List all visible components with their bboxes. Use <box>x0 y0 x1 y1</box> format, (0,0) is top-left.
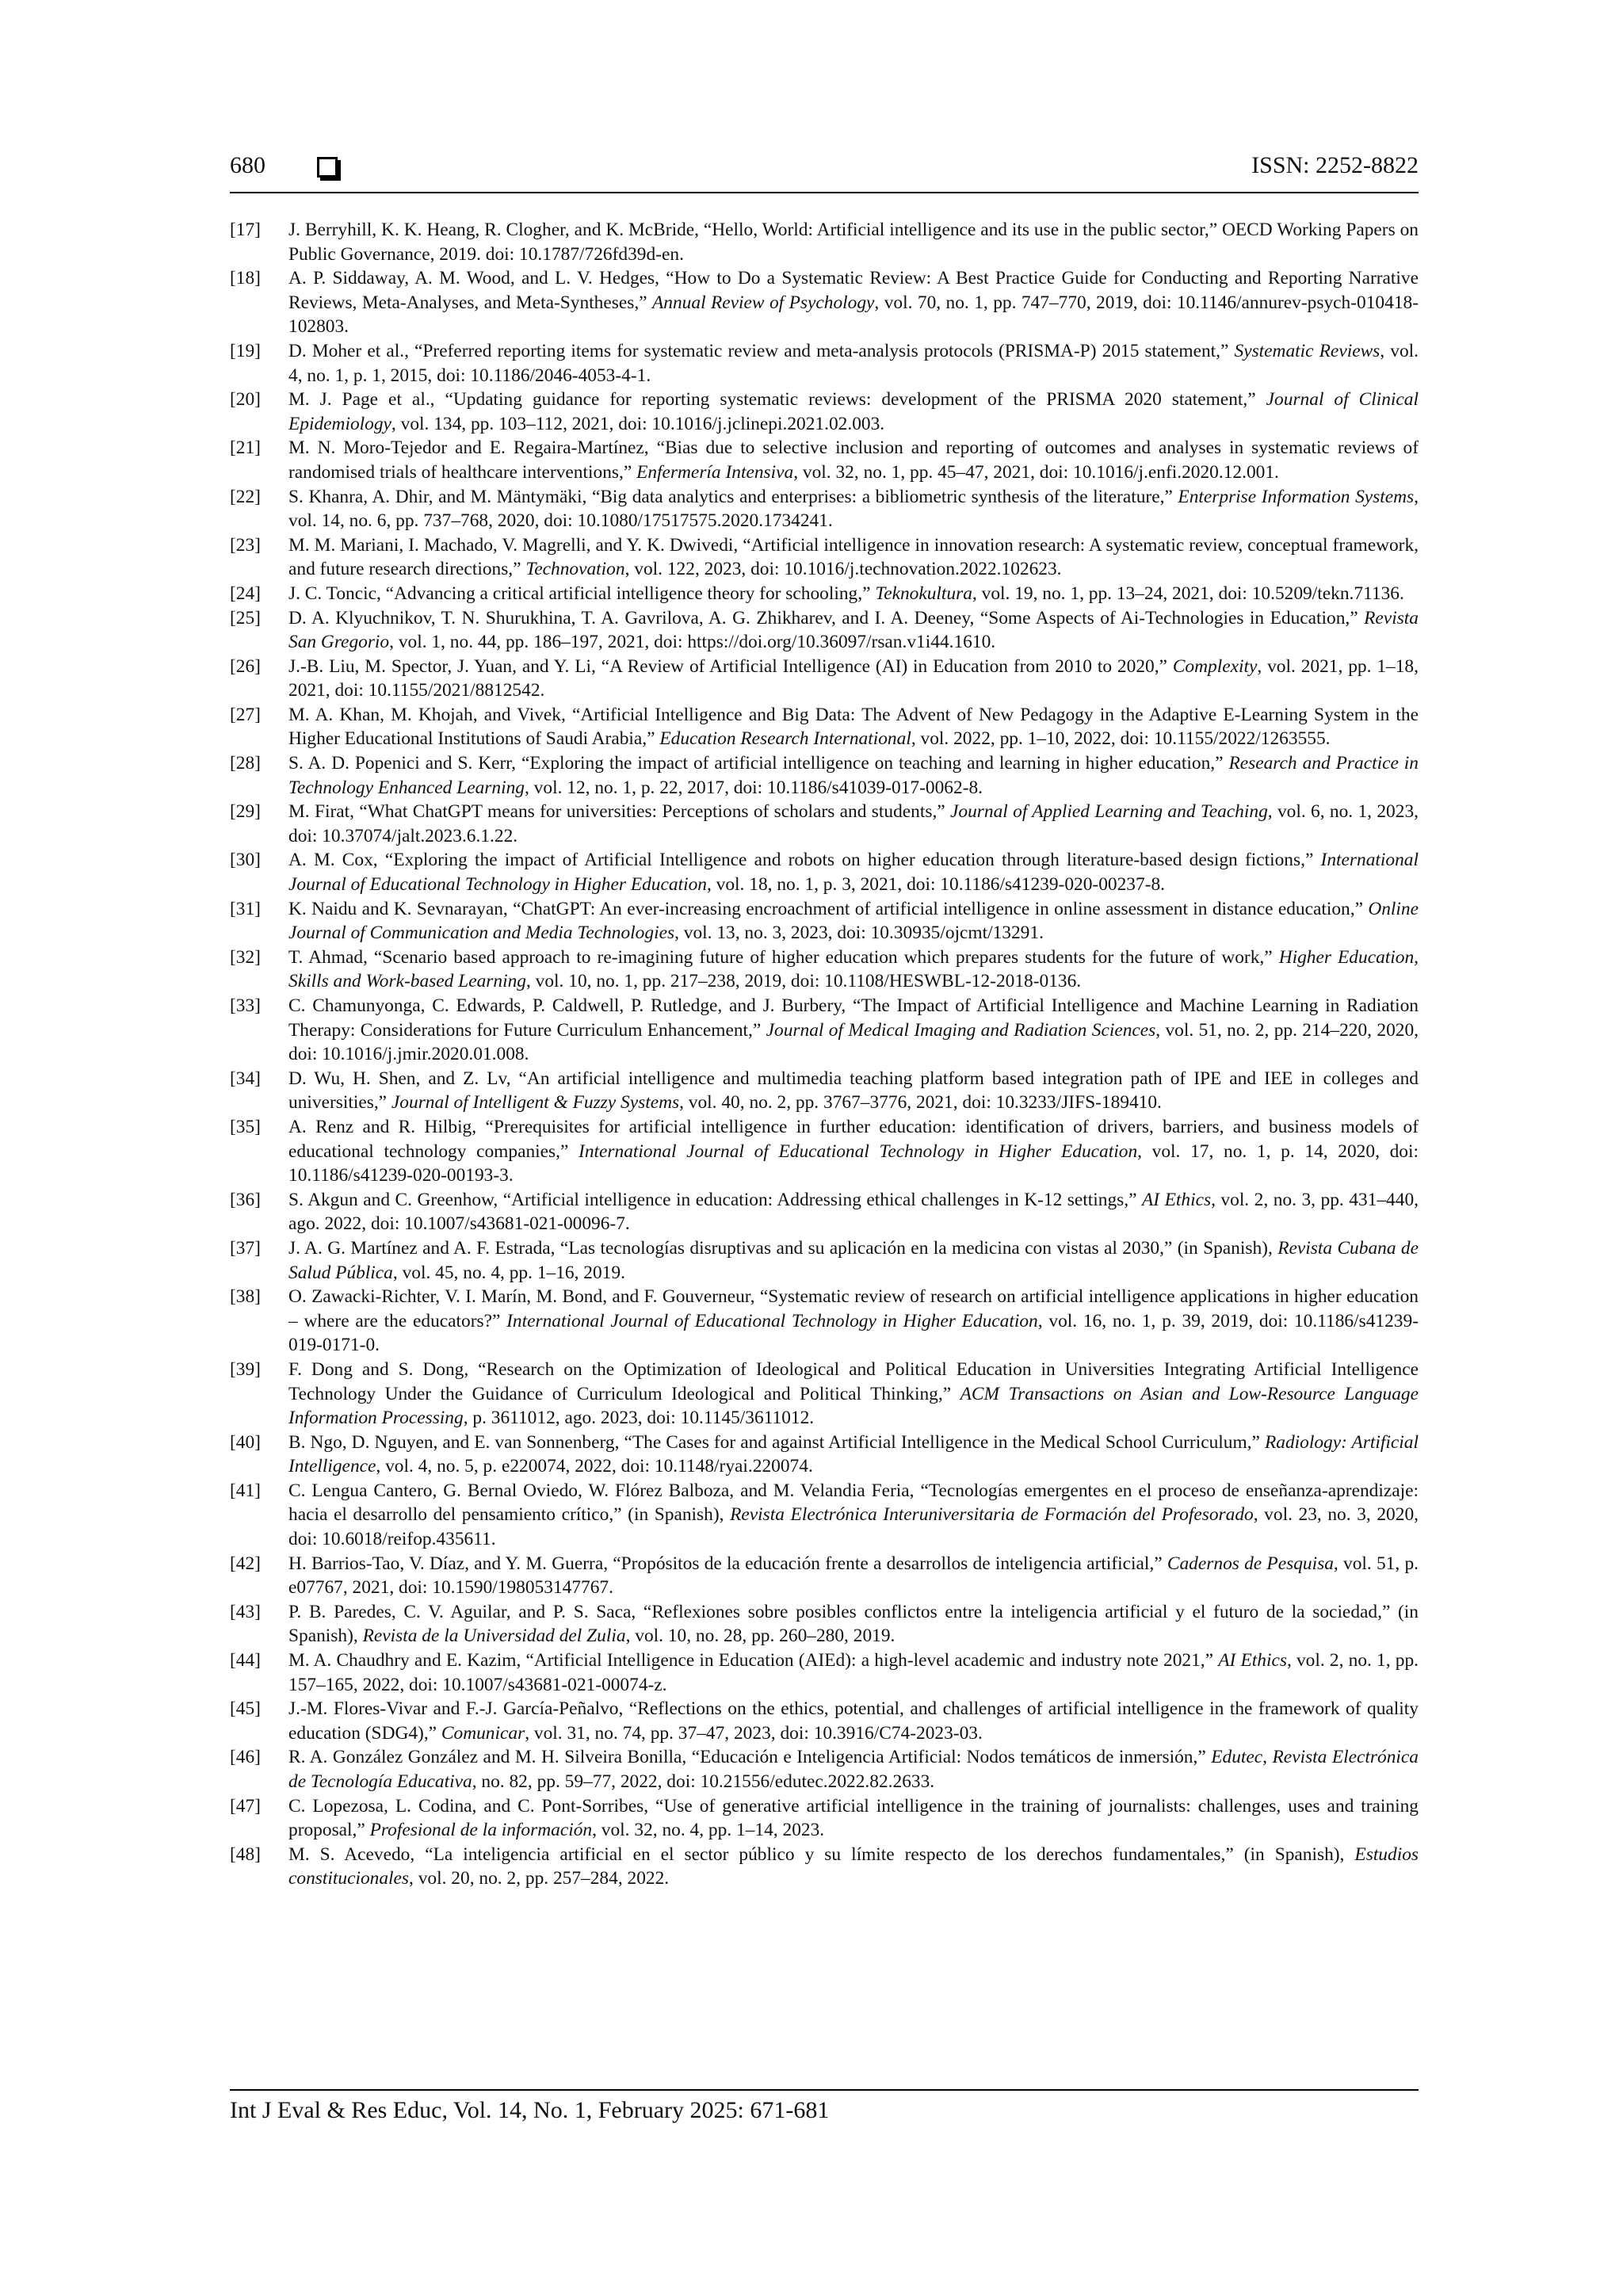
reference-body: H. Barrios-Tao, V. Díaz, and Y. M. Guerra, “Propósitos de la educación frente a desarrollos de inteligencia artificial,” <box>288 1553 1167 1574</box>
reference-number: [48] <box>230 1843 261 1865</box>
reference-item <box>230 266 1419 339</box>
reference-details: , vol. 10, no. 1, pp. 217–238, 2019, doi: 10.1108/HESWBL-12-2018-0136. <box>525 971 1082 992</box>
reference-text <box>288 703 1419 751</box>
reference-details: , vol. 40, no. 2, pp. 3767–3776, 2021, doi: 10.3233/JIFS-189410. <box>679 1092 1162 1114</box>
reference-number: [41] <box>230 1480 261 1501</box>
reference-details: , vol. 31, no. 74, pp. 37–47, 2023, doi: 10.3916/C74-2023-03. <box>525 1722 983 1744</box>
reference-item <box>230 436 1419 484</box>
reference-journal: AI Ethics <box>1142 1189 1212 1210</box>
reference-details: , vol. 13, no. 3, 2023, doi: 10.30935/ojcmt/13291. <box>674 923 1044 944</box>
page-footer <box>230 2089 1419 2124</box>
reference-item <box>230 533 1419 582</box>
reference-body: B. Ngo, D. Nguyen, and E. van Sonnenberg, “The Cases for and against Artificial Intelligence in the Medical School Curriculum,” <box>288 1431 1265 1453</box>
reference-details: , vol. 16, no. 1, p. 39, 2019, doi: 10.1186/s41239-019-0171-0. <box>288 1310 1419 1356</box>
reference-journal: International Journal of Educational Technology in Higher Education <box>579 1140 1138 1162</box>
reference-item <box>230 946 1419 994</box>
reference-body: A. Renz and R. Hilbig, “Prerequisites for artificial intelligence in further education: identification of drivers, barriers, and business models of educational technology companies,” <box>288 1116 1419 1162</box>
reference-text <box>288 800 1419 848</box>
reference-number: [47] <box>230 1795 261 1817</box>
reference-body: S. Akgun and C. Greenhow, “Artificial intelligence in education: Addressing ethical challenges in K-12 settings,” <box>288 1189 1142 1210</box>
reference-item <box>230 1745 1419 1794</box>
page-number: 680 <box>230 152 265 178</box>
reference-number: [46] <box>230 1747 261 1768</box>
reference-details: , vol. 18, no. 1, p. 3, 2021, doi: 10.1186/s41239-020-00237-8. <box>706 874 1166 896</box>
reference-journal: Enfermería Intensiva <box>636 461 794 483</box>
reference-text <box>288 1431 1419 1479</box>
reference-text <box>288 994 1419 1067</box>
reference-text <box>288 1236 1419 1285</box>
reference-journal: International Journal of Educational Technology in Higher Education <box>506 1310 1038 1331</box>
reference-body: O. Zawacki-Richter, V. I. Marín, M. Bond, and F. Gouverneur, “Systematic review of research on artificial intelligence applications in higher education – where are the educators?” <box>288 1286 1419 1331</box>
reference-item <box>230 1697 1419 1745</box>
reference-number: [28] <box>230 753 261 774</box>
reference-text <box>288 606 1419 655</box>
reference-number: [20] <box>230 389 261 411</box>
reference-item <box>230 606 1419 655</box>
reference-details: , vol. 6, no. 1, 2023, doi: 10.37074/jalt.2023.6.1.22. <box>288 801 1419 846</box>
reference-body: S. A. D. Popenici and S. Kerr, “Exploring the impact of artificial intelligence on teaching and learning in higher education,” <box>288 753 1229 774</box>
reference-body: C. Lengua Cantero, G. Bernal Oviedo, W. Flórez Balboza, and M. Velandia Feria, “Tecnologías emergentes en el proceso de enseñanza-aprendizaje: hacia el desarrollo del pensamiento crítico,” (in Spanish), <box>288 1480 1419 1526</box>
reference-text <box>288 266 1419 339</box>
reference-text <box>288 946 1419 994</box>
reference-list <box>230 218 1419 1891</box>
reference-body: A. P. Siddaway, A. M. Wood, and L. V. Hedges, “How to Do a Systematic Review: A Best Practice Guide for Conducting and Reporting Narrative Reviews, Meta-Analyses, and Meta-Syntheses,” <box>288 268 1419 313</box>
reference-item <box>230 485 1419 533</box>
journal-citation: Int J Eval & Res Educ, Vol. 14, No. 1, February 2025: 671-681 <box>230 2097 830 2123</box>
reference-body: J.-B. Liu, M. Spector, J. Yuan, and Y. Li, “A Review of Artificial Intelligence (AI) in Education from 2010 to 2020,” <box>288 655 1173 677</box>
reference-body: M. J. Page et al., “Updating guidance for reporting systematic reviews: development of the PRISMA 2020 statement,” <box>288 389 1266 411</box>
reference-item <box>230 1236 1419 1285</box>
reference-item <box>230 751 1419 800</box>
reference-journal: Annual Review of Psychology <box>652 292 875 313</box>
reference-body: C. Chamunyonga, C. Edwards, P. Caldwell, P. Rutledge, and J. Burbery, “The Impact of Artificial Intelligence and Machine Learning in Radiation Therapy: Considerations for Future Curriculum Enhancement,” <box>288 995 1419 1041</box>
reference-number: [42] <box>230 1553 261 1574</box>
reference-item <box>230 655 1419 703</box>
reference-journal: Comunicar <box>441 1722 525 1744</box>
reference-item <box>230 994 1419 1067</box>
page-header <box>230 149 1419 193</box>
reference-number: [45] <box>230 1698 261 1720</box>
reference-number: [27] <box>230 704 261 725</box>
reference-journal: Edutec, Revista Electrónica de Tecnología Educativa <box>288 1747 1419 1792</box>
reference-details: , p. 3611012, ago. 2023, doi: 10.1145/3611012. <box>463 1408 815 1429</box>
reference-number: [39] <box>230 1358 261 1380</box>
reference-text <box>288 582 1419 606</box>
reference-journal: Profesional de la información <box>369 1820 593 1841</box>
reference-journal: International Journal of Educational Technology in Higher Education <box>288 850 1419 896</box>
reference-body: J. A. G. Martínez and A. F. Estrada, “Las tecnologías disruptivas and su aplicación en la medicina con vistas al 2030,” (in Spanish), <box>288 1237 1278 1259</box>
reference-item <box>230 1648 1419 1697</box>
reference-item <box>230 1188 1419 1236</box>
reference-body: M. M. Mariani, I. Machado, V. Magrelli, and Y. K. Dwivedi, “Artificial intelligence in innovation research: A systematic review, conceptual framework, and future research directions,” <box>288 534 1419 580</box>
reference-text <box>288 1600 1419 1648</box>
reference-journal: Technovation <box>525 559 625 580</box>
reference-body: M. S. Acevedo, “La inteligencia artificial en el sector público y su límite respecto de los derechos fundamentales,” (in Spanish), <box>288 1843 1355 1865</box>
reference-number: [18] <box>230 268 261 289</box>
reference-details: , vol. 19, no. 1, pp. 13–24, 2021, doi: 10.5209/tekn.71136. <box>972 583 1404 604</box>
reference-number: [21] <box>230 437 261 459</box>
reference-number: [25] <box>230 607 261 628</box>
reference-text <box>288 1697 1419 1745</box>
reference-journal: Research and Practice in Technology Enhanced Learning <box>288 753 1419 798</box>
reference-journal: Journal of Medical Imaging and Radiation Sciences <box>766 1019 1156 1041</box>
reference-number: [26] <box>230 655 261 677</box>
reference-journal: Journal of Clinical Epidemiology <box>288 389 1419 434</box>
reference-journal: Teknokultura <box>875 583 972 604</box>
reference-body: C. Lopezosa, L. Codina, and C. Pont-Sorribes, “Use of generative artificial intelligence in the training of journalists: challenges, uses and training proposal,” <box>288 1795 1419 1841</box>
reference-text <box>288 1552 1419 1600</box>
reference-details: , vol. 20, no. 2, pp. 257–284, 2022. <box>409 1868 670 1889</box>
reference-text <box>288 485 1419 533</box>
reference-text <box>288 533 1419 582</box>
reference-details: , vol. 51, no. 2, pp. 214–220, 2020, doi: 10.1016/j.jmir.2020.01.008. <box>288 1019 1419 1065</box>
reference-text <box>288 1479 1419 1552</box>
reference-text <box>288 218 1419 266</box>
reference-body: J. Berryhill, K. K. Heang, R. Clogher, and K. McBride, “Hello, World: Artificial intelligence and its use in the public sector,” OECD Working Papers on Public Governance, 2019. doi: 10.1787/726fd39d-en. <box>288 220 1419 265</box>
reference-journal: Revista de la Universidad del Zulia <box>362 1626 626 1647</box>
reference-text <box>288 1648 1419 1697</box>
reference-journal: Online Journal of Communication and Media Technologies <box>288 898 1419 944</box>
reference-details: , vol. 2022, pp. 1–10, 2022, doi: 10.1155/2022/1263555. <box>911 728 1331 750</box>
reference-item <box>230 1285 1419 1358</box>
reference-item <box>230 1115 1419 1188</box>
reference-journal: Revista Cubana de Salud Pública <box>288 1237 1419 1283</box>
reference-number: [22] <box>230 486 261 507</box>
reference-number: [40] <box>230 1431 261 1453</box>
reference-item <box>230 388 1419 436</box>
reference-item <box>230 1067 1419 1115</box>
reference-text <box>288 1358 1419 1431</box>
reference-journal: Complexity <box>1172 655 1258 677</box>
reference-journal: Journal of Intelligent & Fuzzy Systems <box>391 1092 680 1114</box>
reference-number: [24] <box>230 583 261 604</box>
reference-item <box>230 1479 1419 1552</box>
reference-item <box>230 1552 1419 1600</box>
reference-body: S. Khanra, A. Dhir, and M. Mäntymäki, “Big data analytics and enterprises: a bibliometric synthesis of the literature,” <box>288 486 1178 507</box>
reference-details: , vol. 17, no. 1, p. 14, 2020, doi: 10.1186/s41239-020-00193-3. <box>288 1140 1419 1186</box>
reference-body: F. Dong and S. Dong, “Research on the Optimization of Ideological and Political Education in Universities Integrating Artificial Intelligence Technology Under the Guidance of Curriculum Ideological and Political Thinking,” <box>288 1358 1419 1404</box>
reference-text <box>288 1843 1419 1891</box>
reference-item <box>230 1843 1419 1891</box>
reference-details: , vol. 12, no. 1, p. 22, 2017, doi: 10.1186/s41039-017-0062-8. <box>524 777 983 798</box>
reference-text <box>288 1188 1419 1236</box>
reference-journal: Higher Education, Skills and Work-based Learning <box>288 946 1419 992</box>
reference-body: R. A. González González and M. H. Silveira Bonilla, “Educación e Inteligencia Artificial: Nodos temáticos de inmersión,” <box>288 1747 1212 1768</box>
reference-text <box>288 655 1419 703</box>
reference-journal: Estudios constitucionales <box>288 1843 1419 1889</box>
reference-text <box>288 1745 1419 1794</box>
reference-text <box>288 1285 1419 1358</box>
reference-number: [44] <box>230 1650 261 1671</box>
reference-number: [19] <box>230 340 261 361</box>
reference-number: [23] <box>230 534 261 556</box>
reference-journal: Cadernos de Pesquisa <box>1167 1553 1334 1574</box>
reference-details: , vol. 134, pp. 103–112, 2021, doi: 10.1016/j.jclinepi.2021.02.003. <box>391 413 885 434</box>
reference-text <box>288 1067 1419 1115</box>
reference-details: , vol. 10, no. 28, pp. 260–280, 2019. <box>625 1626 896 1647</box>
reference-journal: Revista San Gregorio <box>288 607 1419 653</box>
reference-text <box>288 1115 1419 1188</box>
reference-body: D. A. Klyuchnikov, T. N. Shurukhina, T. A. Gavrilova, A. G. Zhikharev, and I. A. Deeney, “Some Aspects of Ai-Technologies in Education,” <box>288 607 1365 628</box>
reference-item <box>230 1358 1419 1431</box>
issn-label: ISSN: 2252-8822 <box>1251 152 1419 178</box>
reference-journal: Journal of Applied Learning and Teaching <box>950 801 1268 823</box>
reference-details: , vol. 51, p. e07767, 2021, doi: 10.1590/198053147767. <box>288 1553 1419 1599</box>
reference-text <box>288 751 1419 800</box>
reference-item <box>230 1431 1419 1479</box>
reference-number: [31] <box>230 898 261 919</box>
reference-details: , vol. 23, no. 3, 2020, doi: 10.6018/reifop.435611. <box>288 1504 1419 1550</box>
reference-body: M. Firat, “What ChatGPT means for universities: Perceptions of scholars and students,” <box>288 801 951 823</box>
reference-body: M. N. Moro-Tejedor and E. Regaira-Martínez, “Bias due to selective inclusion and reporting of outcomes and analyses in systematic reviews of randomised trials of healthcare interventions,” <box>288 437 1419 483</box>
reference-number: [37] <box>230 1237 261 1259</box>
reference-item <box>230 897 1419 946</box>
reference-text <box>288 1794 1419 1843</box>
reference-number: [32] <box>230 946 261 968</box>
reference-number: [17] <box>230 220 261 240</box>
reference-journal: Radiology: Artificial Intelligence <box>288 1431 1419 1477</box>
box-icon <box>317 157 338 178</box>
reference-item <box>230 703 1419 751</box>
reference-text <box>288 388 1419 436</box>
reference-details: , vol. 70, no. 1, pp. 747–770, 2019, doi: 10.1146/annurev-psych-010418-102803. <box>288 292 1419 338</box>
reference-text <box>288 436 1419 484</box>
reference-text <box>288 848 1419 896</box>
reference-body: M. A. Chaudhry and E. Kazim, “Artificial Intelligence in Education (AIEd): a high-level academic and industry note 2021,” <box>288 1650 1219 1671</box>
reference-details: , vol. 2, no. 3, pp. 431–440, ago. 2022, doi: 10.1007/s43681-021-00096-7. <box>288 1189 1419 1235</box>
reference-journal: AI Ethics <box>1218 1650 1287 1671</box>
reference-details: , vol. 32, no. 4, pp. 1–14, 2023. <box>592 1820 825 1841</box>
reference-details: , vol. 2021, pp. 1–18, 2021, doi: 10.1155/2021/8812542. <box>288 655 1419 701</box>
reference-details: , vol. 4, no. 1, p. 1, 2015, doi: 10.1186/2046-4053-4-1. <box>288 340 1419 386</box>
reference-number: [36] <box>230 1189 261 1210</box>
reference-item <box>230 848 1419 896</box>
reference-item <box>230 1600 1419 1648</box>
reference-details: , vol. 45, no. 4, pp. 1–16, 2019. <box>392 1262 625 1283</box>
reference-number: [38] <box>230 1286 261 1308</box>
reference-body: P. B. Paredes, C. V. Aguilar, and P. S. Saca, “Reflexiones sobre posibles conflictos entre la inteligencia artificial y el futuro de la sociedad,” (in Spanish), <box>288 1601 1419 1647</box>
reference-details: , no. 82, pp. 59–77, 2022, doi: 10.21556/edutec.2022.82.2633. <box>472 1771 935 1792</box>
reference-text <box>288 339 1419 388</box>
reference-details: , vol. 14, no. 6, pp. 737–768, 2020, doi: 10.1080/17517575.2020.1734241. <box>288 486 1419 532</box>
reference-journal: Systematic Reviews <box>1234 340 1381 361</box>
reference-body: T. Ahmad, “Scenario based approach to re-imagining future of higher education which prepares students for the future of work,” <box>288 946 1279 968</box>
reference-details: , vol. 4, no. 5, p. e220074, 2022, doi: 10.1148/ryai.220074. <box>376 1456 813 1477</box>
reference-item <box>230 1794 1419 1843</box>
reference-body: A. M. Cox, “Exploring the impact of Artificial Intelligence and robots on higher education through literature-based design fictions,” <box>288 850 1321 871</box>
reference-item <box>230 582 1419 606</box>
reference-number: [34] <box>230 1068 261 1089</box>
reference-number: [30] <box>230 850 261 871</box>
reference-body: M. A. Khan, M. Khojah, and Vivek, “Artificial Intelligence and Big Data: The Advent of New Pedagogy in the Adaptive E-Learning System in the Higher Educational Institutions of Saudi Arabia,” <box>288 704 1419 750</box>
reference-item <box>230 339 1419 388</box>
reference-details: , vol. 2, no. 1, pp. 157–165, 2022, doi: 10.1007/s43681-021-00074-z. <box>288 1650 1419 1695</box>
reference-journal: Enterprise Information Systems <box>1178 486 1415 507</box>
reference-item <box>230 800 1419 848</box>
reference-number: [43] <box>230 1601 261 1622</box>
reference-journal: Education Research International <box>659 728 911 750</box>
reference-body: D. Moher et al., “Preferred reporting items for systematic review and meta-analysis protocols (PRISMA-P) 2015 statement,” <box>288 340 1235 361</box>
reference-body: J. C. Toncic, “Advancing a critical artificial intelligence theory for schooling,” <box>288 583 876 604</box>
reference-details: , vol. 32, no. 1, pp. 45–47, 2021, doi: 10.1016/j.enfi.2020.12.001. <box>793 461 1279 483</box>
reference-details: , vol. 1, no. 44, pp. 186–197, 2021, doi: https://doi.org/10.36097/rsan.v1i44.1610. <box>389 632 996 653</box>
reference-journal: ACM Transactions on Asian and Low-Resource Language Information Processing <box>288 1383 1419 1429</box>
reference-number: [29] <box>230 801 261 823</box>
reference-number: [35] <box>230 1116 261 1137</box>
reference-number: [33] <box>230 995 261 1016</box>
reference-body: J.-M. Flores-Vivar and F.-J. García-Peñalvo, “Reflections on the ethics, potential, and challenges of artificial intelligence in the framework of quality education (SDG4),” <box>288 1698 1419 1744</box>
reference-item <box>230 218 1419 266</box>
reference-details: , vol. 122, 2023, doi: 10.1016/j.technovation.2022.102623. <box>624 559 1062 580</box>
reference-body: K. Naidu and K. Sevnarayan, “ChatGPT: An ever-increasing encroachment of artificial intelligence in online assessment in distance education,” <box>288 898 1369 919</box>
reference-text <box>288 897 1419 946</box>
reference-body: D. Wu, H. Shen, and Z. Lv, “An artificial intelligence and multimedia teaching platform based integration path of IPE and IEE in colleges and universities,” <box>288 1068 1419 1114</box>
reference-journal: Revista Electrónica Interuniversitaria de Formación del Profesorado <box>730 1504 1254 1526</box>
